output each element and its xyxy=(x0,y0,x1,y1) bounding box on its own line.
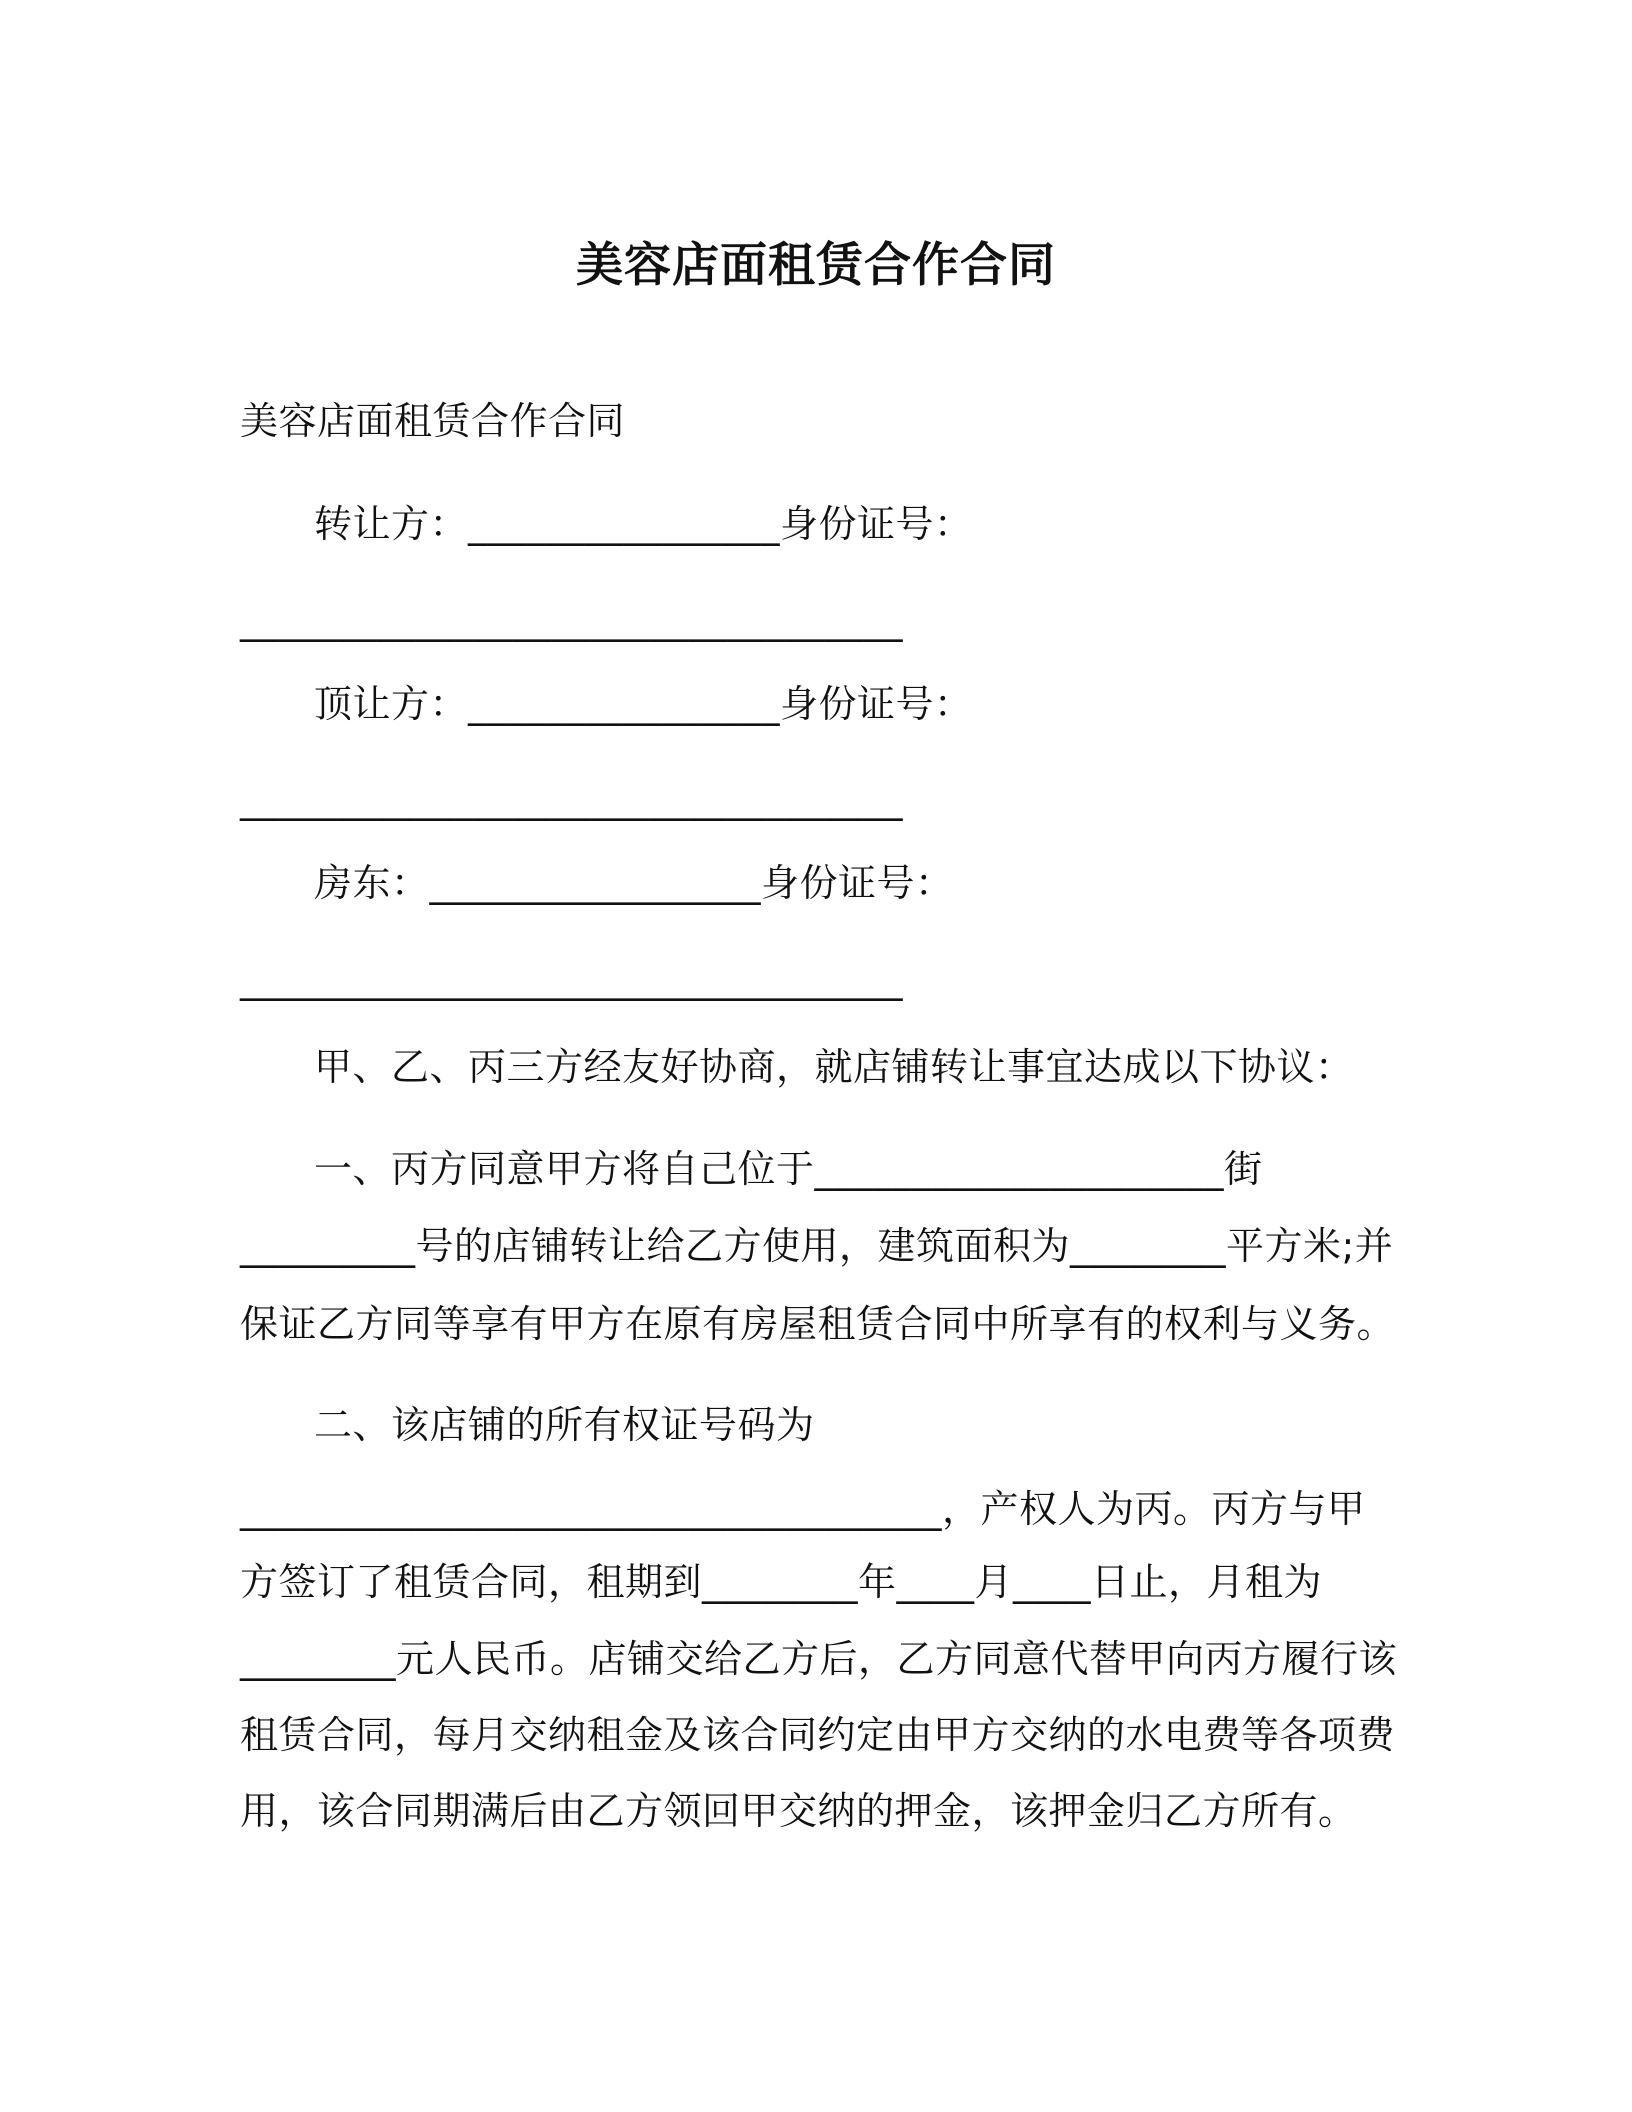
transferee-line: 顶让方：________________身份证号： xyxy=(314,682,973,726)
clause-2-line-1: 二、该店铺的所有权证号码为 xyxy=(314,1403,815,1447)
agreement-intro: 甲、乙、丙三方经友好协商，就店铺转让事宜达成以下协议： xyxy=(314,1045,1354,1089)
clause-2-line-6: 用，该合同期满后由乙方领回甲交纳的押金，该押金归乙方所有。 xyxy=(240,1789,1357,1833)
clause-2-line-4: ________元人民币。店铺交给乙方后，乙方同意代替甲向丙方履行该 xyxy=(240,1637,1398,1681)
transferee-id-blank: __________________________________ xyxy=(240,777,903,821)
landlord-line: 房东：_________________身份证号： xyxy=(314,861,954,905)
transferor-line: 转让方：________________身份证号： xyxy=(314,502,973,546)
document-title: 美容店面租赁合作合同 xyxy=(576,238,1056,293)
clause-2-line-3: 方签订了租赁合同，租期到________年____月____日止，月租为 xyxy=(240,1560,1323,1604)
clause-1-line-1: 一、丙方同意甲方将自己位于_____________________街 xyxy=(314,1147,1263,1191)
document-subtitle: 美容店面租赁合作合同 xyxy=(240,399,626,443)
transferor-id-blank: __________________________________ xyxy=(240,598,903,642)
landlord-id-blank: __________________________________ xyxy=(240,957,903,1001)
clause-2-line-2: ____________________________________，产权人为丙。丙方与甲 xyxy=(240,1487,1366,1531)
clause-1-line-2: _________号的店铺转让给乙方使用，建筑面积为________平方米;并 xyxy=(240,1224,1394,1268)
clause-1-line-3: 保证乙方同等享有甲方在原有房屋租赁合同中所享有的权利与义务。 xyxy=(240,1302,1396,1346)
clause-2-line-5: 租赁合同，每月交纳租金及该合同约定由甲方交纳的水电费等各项费 xyxy=(240,1713,1396,1757)
